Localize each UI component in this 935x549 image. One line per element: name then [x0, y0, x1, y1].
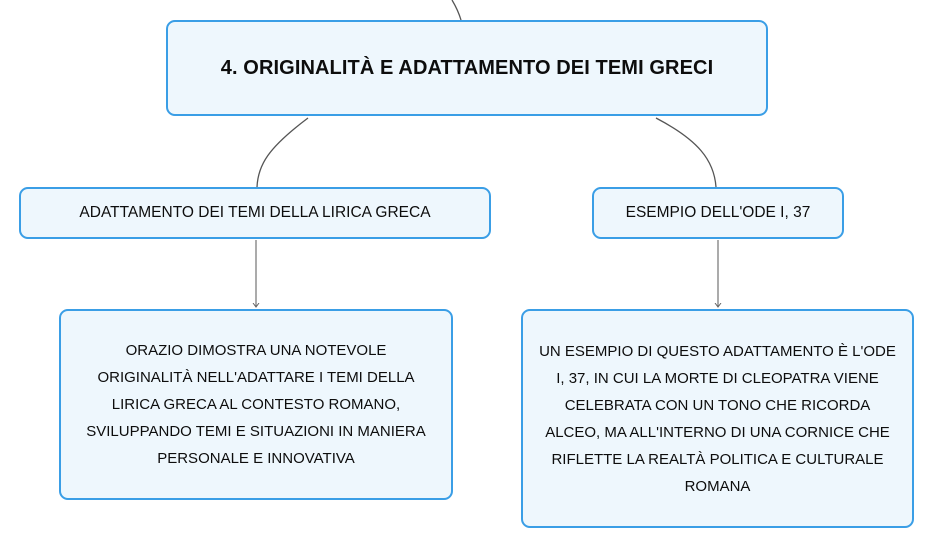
- branch-node-esempio[interactable]: [592, 187, 844, 239]
- connector-root-left: [257, 118, 308, 187]
- detail-node-adattamento[interactable]: [59, 309, 453, 500]
- root-topic-node[interactable]: [166, 20, 768, 116]
- branch-node-adattamento[interactable]: [19, 187, 491, 239]
- connector-root-right: [656, 118, 716, 187]
- branch-label-adattamento: ADATTAMENTO DEI TEMI DELLA LIRICA GRECA: [79, 203, 431, 221]
- detail-text-adattamento: ORAZIO DIMOSTRA UNA NOTEVOLE ORIGINALITÀ NELL'ADATTARE I TEMI DELLA LIRICA GRECA AL CONTESTO ROMANO, SVILUPPANDO TEMI E SITUAZIONI IN MANIERA PERSONALE E INNOVATIVA: [86, 342, 426, 467]
- root-topic-label: 4. ORIGINALITÀ E ADATTAMENTO DEI TEMI GRECI: [220, 56, 714, 79]
- detail-node-esempio[interactable]: [521, 309, 914, 528]
- branch-label-esempio: ESEMPIO DELL'ODE I, 37: [625, 203, 811, 221]
- connector-parent: [452, 0, 461, 20]
- detail-text-esempio: UN ESEMPIO DI QUESTO ADATTAMENTO È L'ODE I, 37, IN CUI LA MORTE DI CLEOPATRA VIENE CELEBRATA CON UN TONO CHE RICORDA ALCEO, MA ALL'INTERNO DI UNA CORNICE CHE RIFLETTE LA REALTÀ POLITICA E CULTURALE ROMANA: [539, 342, 896, 495]
